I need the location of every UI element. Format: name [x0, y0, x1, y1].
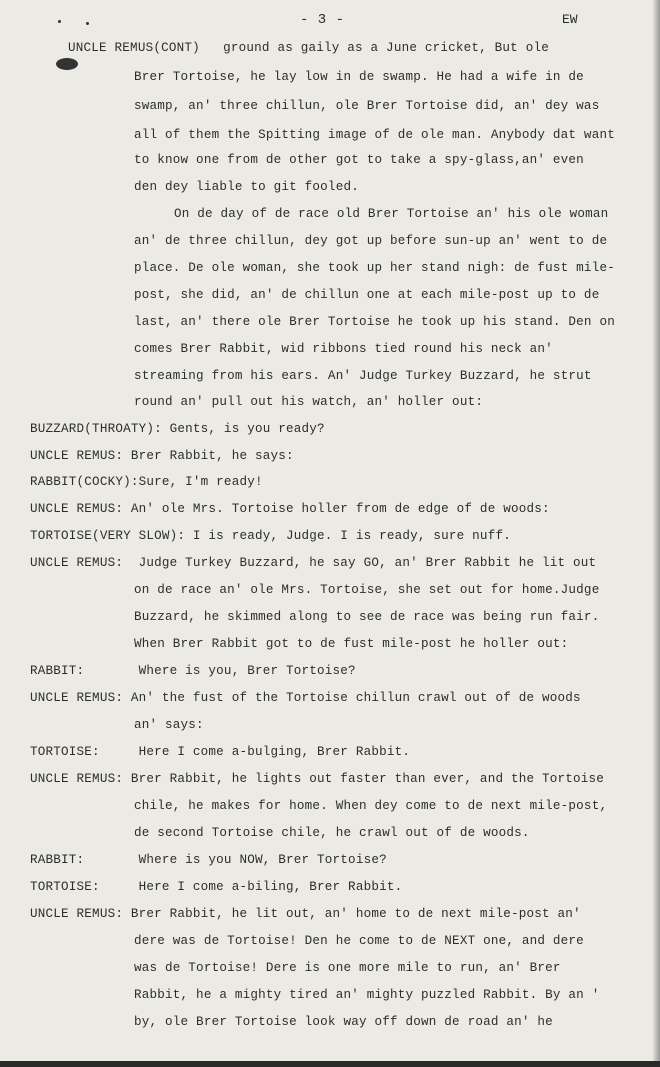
- script-line: last, an' there ole Brer Tortoise he took up his stand. Den on: [134, 315, 615, 329]
- script-line: TORTOISE(VERY SLOW): I is ready, Judge. I is ready, sure nuff.: [30, 529, 511, 543]
- script-line: When Brer Rabbit got to de fust mile-post he holler out:: [134, 637, 569, 651]
- script-line: an' says:: [134, 718, 204, 732]
- page-bottom-edge: [0, 1061, 660, 1067]
- script-line: comes Brer Rabbit, wid ribbons tied round his neck an': [134, 342, 553, 356]
- ink-dot: [58, 20, 61, 23]
- script-line: an' de three chillun, dey got up before sun-up an' went to de: [134, 234, 608, 248]
- script-line: RABBIT(COCKY):Sure, I'm ready!: [30, 475, 263, 489]
- script-line: by, ole Brer Tortoise look way off down de road an' he: [134, 1015, 553, 1029]
- script-line: streaming from his ears. An' Judge Turkey Buzzard, he strut: [134, 369, 592, 383]
- script-line: UNCLE REMUS(CONT) ground as gaily as a June cricket, But ole: [68, 41, 549, 55]
- script-line: UNCLE REMUS: An' ole Mrs. Tortoise holler from de edge of de woods:: [30, 502, 550, 516]
- script-line: UNCLE REMUS: An' the fust of the Tortoise chillun crawl out of de woods: [30, 691, 581, 705]
- ink-blot: [56, 58, 78, 70]
- script-line: TORTOISE: Here I come a-bulging, Brer Rabbit.: [30, 745, 411, 759]
- script-line: UNCLE REMUS: Brer Rabbit, he lights out faster than ever, and the Tortoise: [30, 772, 605, 786]
- script-line: RABBIT: Where is you NOW, Brer Tortoise?: [30, 853, 387, 867]
- script-line: round an' pull out his watch, an' holler out:: [134, 395, 484, 409]
- page-number: - 3 -: [300, 12, 345, 28]
- script-line: to know one from de other got to take a spy-glass,an' even: [134, 153, 584, 167]
- author-initials: EW: [562, 12, 578, 27]
- ink-dot: [86, 22, 89, 25]
- script-line: Brer Tortoise, he lay low in de swamp. He had a wife in de: [134, 70, 584, 84]
- script-line: post, she did, an' de chillun one at each mile-post up to de: [134, 288, 600, 302]
- script-line: Rabbit, he a mighty tired an' mighty puzzled Rabbit. By an ': [134, 988, 600, 1002]
- script-line: Buzzard, he skimmed along to see de race was being run fair.: [134, 610, 600, 624]
- script-line: was de Tortoise! Dere is one more mile to run, an' Brer: [134, 961, 561, 975]
- script-line: UNCLE REMUS: Brer Rabbit, he says:: [30, 449, 294, 463]
- script-line: UNCLE REMUS: Judge Turkey Buzzard, he say GO, an' Brer Rabbit he lit out: [30, 556, 597, 570]
- page-edge-shadow: [652, 0, 660, 1067]
- script-line: place. De ole woman, she took up her stand nigh: de fust mile-: [134, 261, 615, 275]
- script-line: UNCLE REMUS: Brer Rabbit, he lit out, an' home to de next mile-post an': [30, 907, 581, 921]
- script-line: TORTOISE: Here I come a-biling, Brer Rabbit.: [30, 880, 403, 894]
- script-line: chile, he makes for home. When dey come to de next mile-post,: [134, 799, 608, 813]
- script-line: On de day of de race old Brer Tortoise an' his ole woman: [174, 207, 609, 221]
- script-line: den dey liable to git fooled.: [134, 180, 359, 194]
- script-line: de second Tortoise chile, he crawl out of de woods.: [134, 826, 530, 840]
- script-line: BUZZARD(THROATY): Gents, is you ready?: [30, 422, 325, 436]
- script-line: all of them the Spitting image of de ole man. Anybody dat want: [134, 128, 615, 142]
- script-line: swamp, an' three chillun, ole Brer Tortoise did, an' dey was: [134, 99, 600, 113]
- script-line: RABBIT: Where is you, Brer Tortoise?: [30, 664, 356, 678]
- script-line: on de race an' ole Mrs. Tortoise, she set out for home.Judge: [134, 583, 600, 597]
- script-line: dere was de Tortoise! Den he come to de NEXT one, and dere: [134, 934, 584, 948]
